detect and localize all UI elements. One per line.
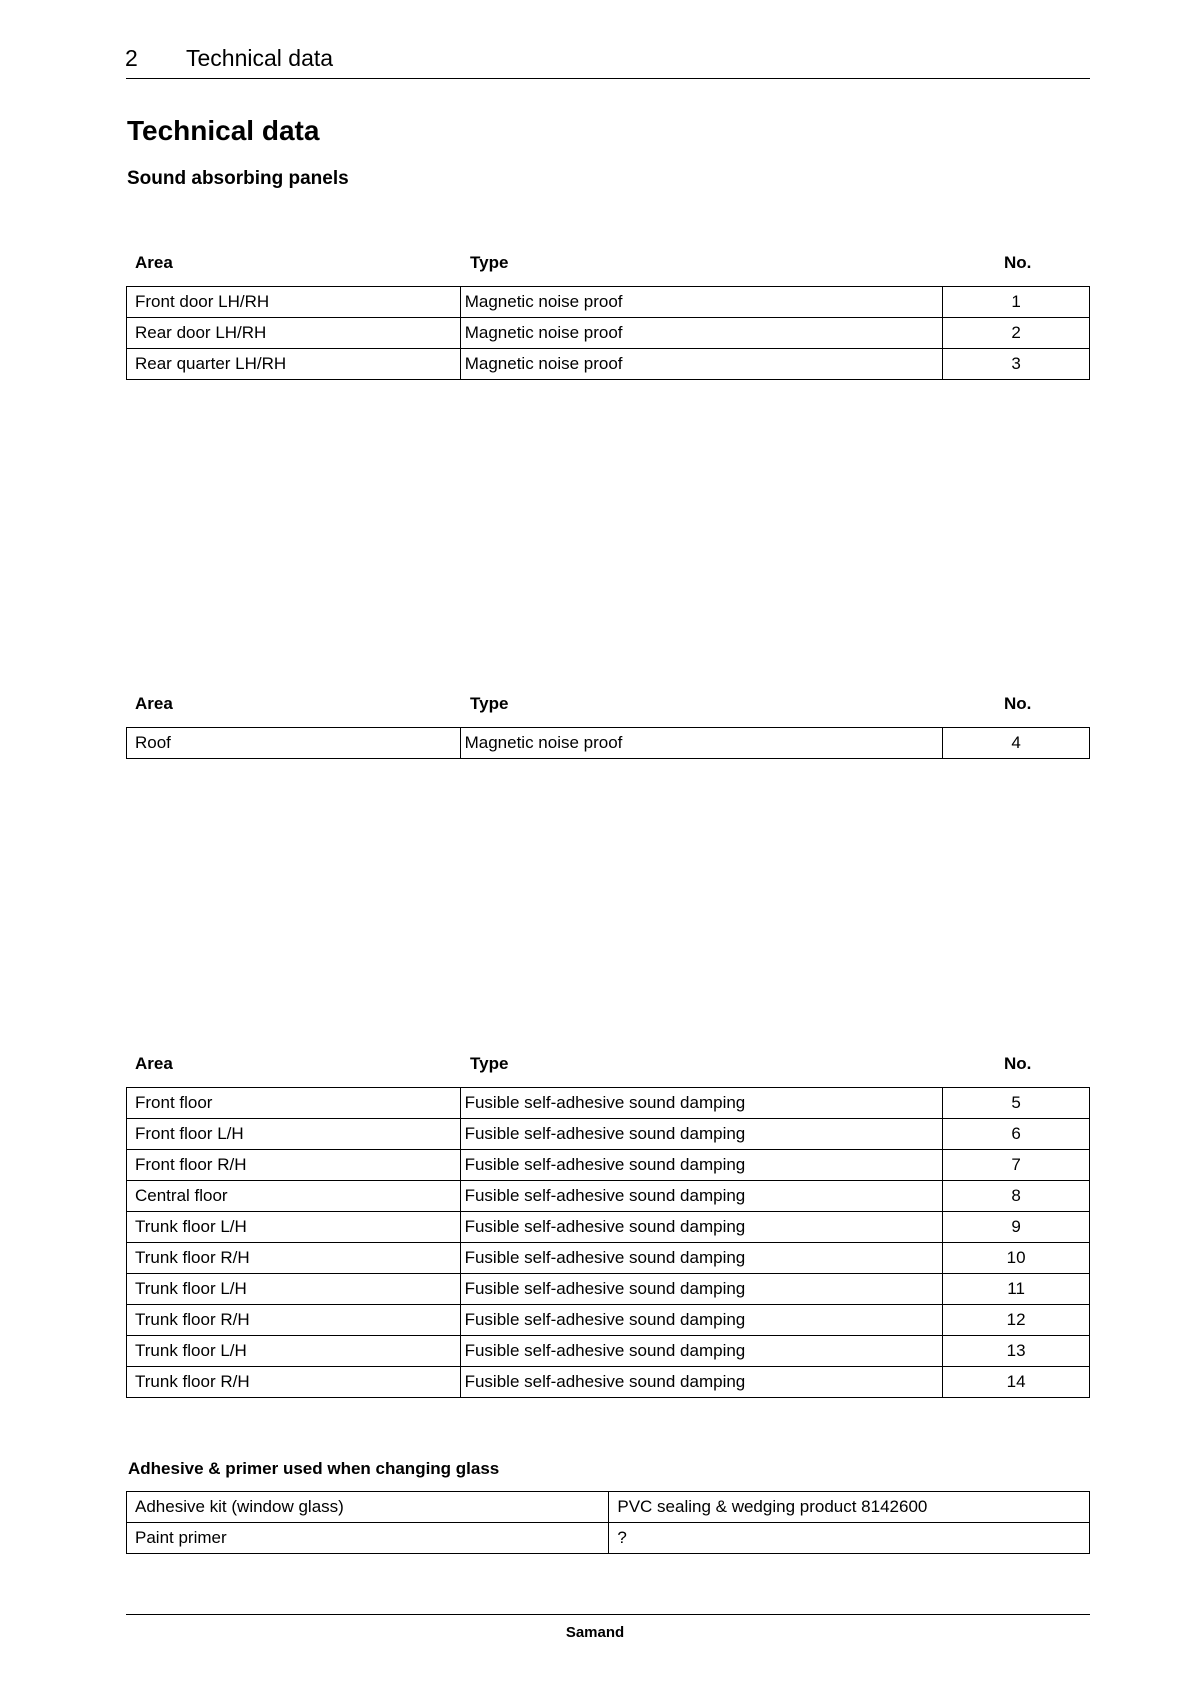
table3-area-header: Area xyxy=(135,1054,173,1073)
table1-type-header: Type xyxy=(470,253,509,272)
type-cell: Fusible self-adhesive sound damping xyxy=(460,1336,943,1367)
table-row xyxy=(127,1305,1090,1336)
table-row xyxy=(127,1523,1090,1554)
type-cell: Fusible self-adhesive sound damping xyxy=(460,1181,943,1212)
no-cell: 13 xyxy=(943,1336,1090,1367)
no-cell: 2 xyxy=(943,318,1090,349)
type-cell: Magnetic noise proof xyxy=(460,287,942,318)
no-cell: 7 xyxy=(943,1150,1090,1181)
no-cell: 9 xyxy=(943,1212,1090,1243)
area-cell: Trunk floor R/H xyxy=(127,1305,461,1336)
table-row xyxy=(127,1274,1090,1305)
type-cell: Fusible self-adhesive sound damping xyxy=(460,1367,943,1398)
area-cell: Front door LH/RH xyxy=(127,287,461,318)
table-row xyxy=(127,1492,1090,1523)
area-cell: Trunk floor R/H xyxy=(127,1367,461,1398)
table2-no-header: No. xyxy=(1004,694,1032,713)
table1-area-header: Area xyxy=(135,253,173,272)
type-cell: Fusible self-adhesive sound damping xyxy=(460,1088,943,1119)
item-cell: Paint primer xyxy=(127,1523,609,1554)
table-row xyxy=(127,1150,1090,1181)
no-cell: 8 xyxy=(943,1181,1090,1212)
type-cell: Fusible self-adhesive sound damping xyxy=(460,1305,943,1336)
area-cell: Front floor R/H xyxy=(127,1150,461,1181)
glass-table xyxy=(126,1491,1090,1554)
no-cell: 10 xyxy=(943,1243,1090,1274)
table-row xyxy=(127,287,1090,318)
table2-type-header: Type xyxy=(470,694,509,713)
type-cell: Fusible self-adhesive sound damping xyxy=(460,1212,943,1243)
table3 xyxy=(126,1087,1090,1398)
table1-no-header: No. xyxy=(1004,253,1032,272)
footer-rule xyxy=(126,1614,1090,1615)
type-cell: Fusible self-adhesive sound damping xyxy=(460,1150,943,1181)
no-cell: 12 xyxy=(943,1305,1090,1336)
no-cell: 3 xyxy=(943,349,1090,380)
area-cell: Rear door LH/RH xyxy=(127,318,461,349)
table-row xyxy=(127,1212,1090,1243)
table2 xyxy=(126,727,1090,759)
table-row xyxy=(127,1243,1090,1274)
area-cell: Trunk floor R/H xyxy=(127,1243,461,1274)
no-cell: 14 xyxy=(943,1367,1090,1398)
table1 xyxy=(126,286,1090,380)
no-cell: 11 xyxy=(943,1274,1090,1305)
table3-type-header: Type xyxy=(470,1054,509,1073)
section-subtitle: Sound absorbing panels xyxy=(127,168,349,189)
value-cell: PVC sealing & wedging product 8142600 xyxy=(609,1492,1090,1523)
type-cell: Fusible self-adhesive sound damping xyxy=(460,1119,943,1150)
area-cell: Roof xyxy=(127,728,461,759)
page-title: Technical data xyxy=(127,115,320,146)
area-cell: Trunk floor L/H xyxy=(127,1212,461,1243)
table-row xyxy=(127,1119,1090,1150)
item-cell: Adhesive kit (window glass) xyxy=(127,1492,609,1523)
header-rule xyxy=(126,78,1090,79)
type-cell: Magnetic noise proof xyxy=(460,318,942,349)
table-row xyxy=(127,1367,1090,1398)
area-cell: Rear quarter LH/RH xyxy=(127,349,461,380)
table-row xyxy=(127,349,1090,380)
type-cell: Fusible self-adhesive sound damping xyxy=(460,1243,943,1274)
area-cell: Central floor xyxy=(127,1181,461,1212)
footer-brand: Samand xyxy=(565,1624,625,1641)
table3-no-header: No. xyxy=(1004,1054,1032,1073)
area-cell: Trunk floor L/H xyxy=(127,1274,461,1305)
table-row xyxy=(127,1336,1090,1367)
page-number: 2 xyxy=(125,45,138,71)
type-cell: Fusible self-adhesive sound damping xyxy=(460,1274,943,1305)
no-cell: 1 xyxy=(943,287,1090,318)
running-header: Technical data xyxy=(186,45,334,71)
type-cell: Magnetic noise proof xyxy=(460,349,942,380)
type-cell: Magnetic noise proof xyxy=(460,728,943,759)
no-cell: 6 xyxy=(943,1119,1090,1150)
table2-area-header: Area xyxy=(135,694,173,713)
table-row xyxy=(127,1088,1090,1119)
area-cell: Front floor L/H xyxy=(127,1119,461,1150)
table-row xyxy=(127,318,1090,349)
no-cell: 4 xyxy=(943,728,1090,759)
table-row xyxy=(127,1181,1090,1212)
glass-section-title: Adhesive & primer used when changing glass xyxy=(128,1459,500,1478)
no-cell: 5 xyxy=(943,1088,1090,1119)
table-row xyxy=(127,728,1090,759)
area-cell: Trunk floor L/H xyxy=(127,1336,461,1367)
area-cell: Front floor xyxy=(127,1088,461,1119)
value-cell: ? xyxy=(609,1523,1090,1554)
